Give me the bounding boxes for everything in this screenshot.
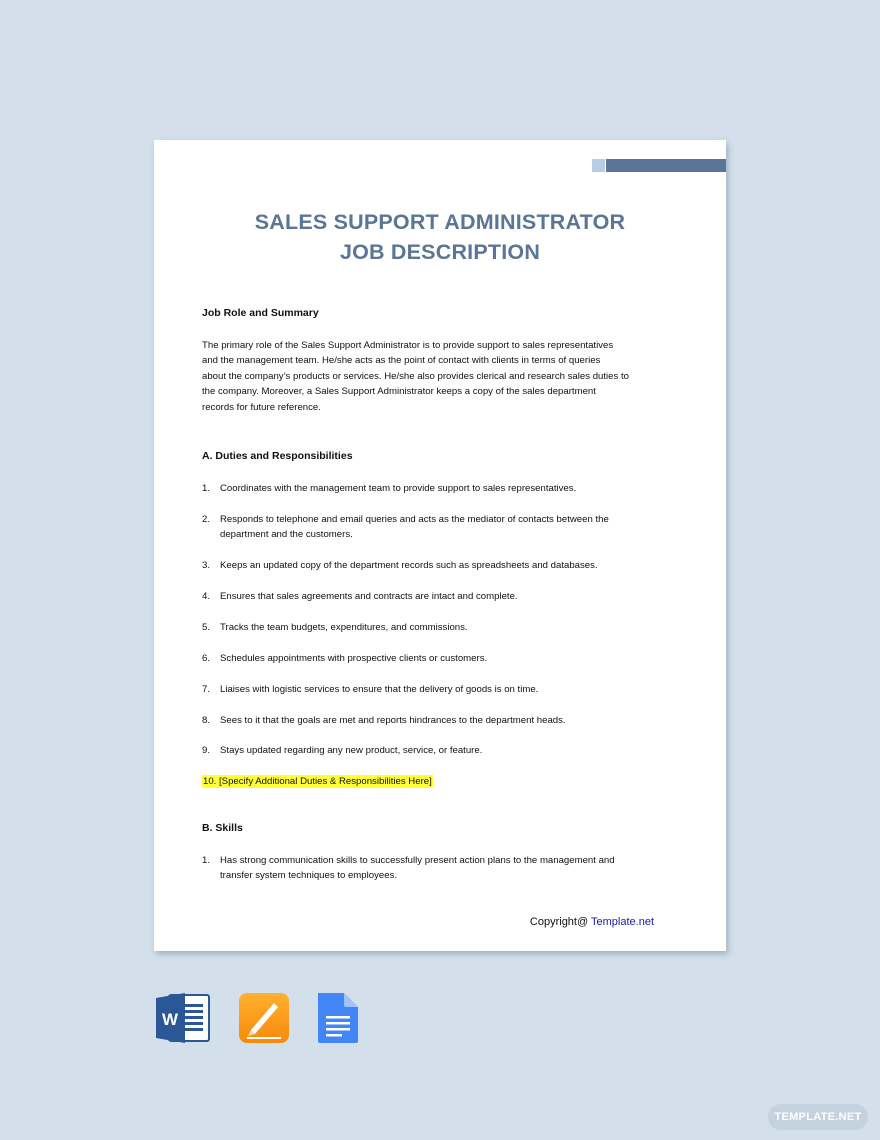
duty-number: 5.: [202, 622, 211, 633]
duty-number: 8.: [202, 715, 211, 726]
duties-heading: A. Duties and Responsibilities: [202, 450, 353, 462]
duty-item: [202, 512, 662, 543]
duty-number: 9.: [202, 745, 211, 756]
duty-number: 6.: [202, 653, 211, 664]
duty-text: Tracks the team budgets, expenditures, and commissions.: [220, 622, 468, 633]
duty-number: 7.: [202, 684, 211, 695]
word-icon[interactable]: [155, 992, 211, 1044]
duty-item: [202, 481, 662, 496]
summary-line: records for future reference.: [202, 401, 321, 413]
copyright-label: Copyright@: [529, 916, 592, 928]
duty-item: [202, 620, 662, 635]
template-net-watermark: TEMPLATE.NET: [768, 1104, 868, 1130]
pages-icon[interactable]: [237, 992, 293, 1044]
summary-line: The primary role of the Sales Support Administrator is to provide support to sales representatives: [202, 340, 614, 351]
skill-text: Has strong communication skills to successfully present action plans to the management and: [220, 855, 615, 866]
duty-text: Stays updated regarding any new product, service, or feature.: [220, 745, 483, 756]
word-icon-letter: W: [161, 1010, 179, 1029]
placeholder-duty-highlight[interactable]: 10. [Specify Additional Duties & Responsibilities Here]: [203, 776, 432, 787]
copyright-notice: [530, 916, 654, 928]
header-accent-square: [592, 159, 605, 172]
summary-heading: Job Role and Summary: [202, 307, 319, 319]
duty-text: Keeps an updated copy of the department records such as spreadsheets and databases.: [220, 560, 598, 571]
duty-text: Ensures that sales agreements and contracts are intact and complete.: [220, 591, 518, 602]
document-title: [154, 207, 726, 267]
duty-item: [202, 589, 662, 604]
duty-item: [202, 558, 662, 573]
duty-number: 4.: [202, 591, 211, 602]
duty-item: [202, 713, 662, 728]
skill-item: [202, 853, 662, 884]
summary-line: about the company’s products or services. He/she also provides clerical and research sales duties to: [202, 370, 629, 382]
duty-text: Sees to it that the goals are met and reports hindrances to the department heads.: [220, 715, 566, 726]
duty-text: Schedules appointments with prospective clients or customers.: [220, 653, 488, 664]
title-line-2: JOB DESCRIPTION: [339, 240, 541, 264]
skills-heading: B. Skills: [202, 822, 243, 834]
summary-paragraph: [202, 338, 672, 415]
duty-text: Responds to telephone and email queries and acts as the mediator of contacts between the: [220, 514, 609, 525]
skill-number: 1.: [202, 855, 211, 866]
title-line-1: SALES SUPPORT ADMINISTRATOR: [254, 210, 626, 234]
duty-number: 2.: [202, 514, 211, 525]
document-page: [154, 140, 726, 951]
summary-line: the company. Moreover, a Sales Support Administrator keeps a copy of the sales department: [202, 386, 596, 398]
summary-line: and the management team. He/she acts as the point of contact with clients in terms of queries: [202, 355, 601, 367]
duty-item: [202, 651, 662, 666]
header-accent-bar: [606, 159, 726, 172]
duty-text: Coordinates with the management team to provide support to sales representatives.: [220, 483, 577, 494]
duty-number: 3.: [202, 560, 211, 571]
duty-number: 1.: [202, 483, 211, 494]
duty-text: department and the customers.: [220, 529, 353, 541]
skill-text: transfer system techniques to employees.: [220, 870, 398, 882]
duty-text: Liaises with logistic services to ensure that the delivery of goods is on time.: [220, 684, 539, 695]
google-docs-icon[interactable]: [312, 992, 368, 1044]
duty-item: [202, 682, 662, 697]
duty-item: [202, 743, 662, 758]
copyright-link[interactable]: Template.net: [591, 916, 654, 928]
